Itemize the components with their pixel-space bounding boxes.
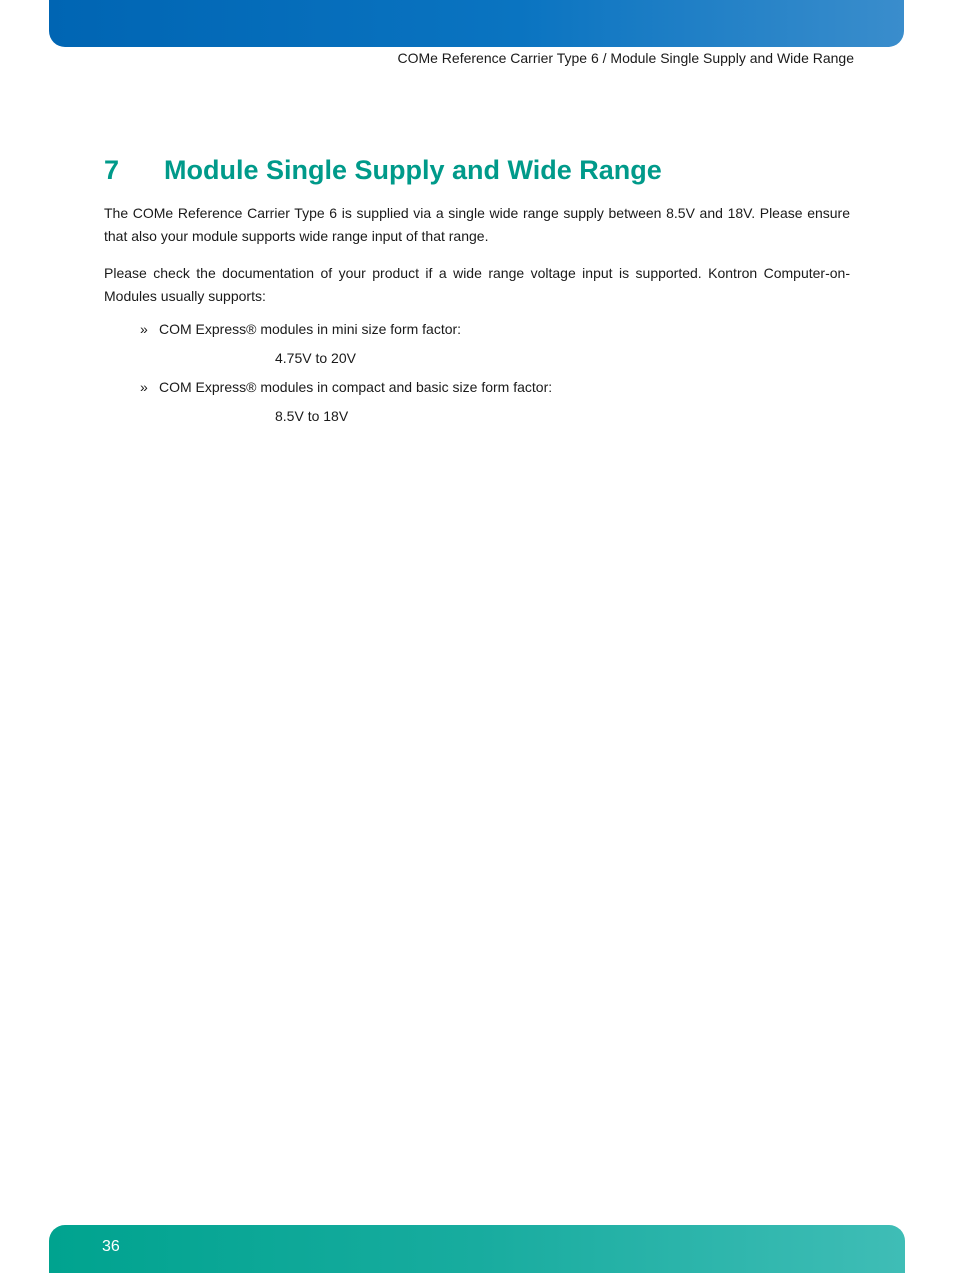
bullet-marker-icon: » (140, 379, 148, 395)
check-documentation-paragraph: Please check the documentation of your product if a wide range voltage input is supported. Kontron Computer-on-Modules usually supports: (104, 265, 850, 304)
chapter-heading (104, 152, 662, 188)
list-item-label: COM Express® modules in compact and basic size form factor: (159, 379, 553, 395)
voltage-range-value: 8.5V to 18V (275, 408, 349, 424)
header-band (49, 0, 904, 47)
page-number: 36 (102, 1238, 120, 1255)
bullet-marker-icon: » (140, 321, 148, 337)
list-item (140, 377, 552, 397)
voltage-range-value: 4.75V to 20V (275, 350, 356, 366)
chapter-title: Module Single Supply and Wide Range (164, 155, 662, 185)
list-item-label: COM Express® modules in mini size form factor: (159, 321, 462, 337)
list-item (140, 319, 461, 339)
intro-paragraph: The COMe Reference Carrier Type 6 is supplied via a single wide range supply between 8.5V and 18V. Please ensure that also your module supports wide range input of that range. (104, 205, 850, 244)
footer-band (49, 1225, 905, 1273)
running-header: COMe Reference Carrier Type 6 / Module Single Supply and Wide Range (397, 50, 854, 66)
chapter-number: 7 (104, 155, 120, 185)
